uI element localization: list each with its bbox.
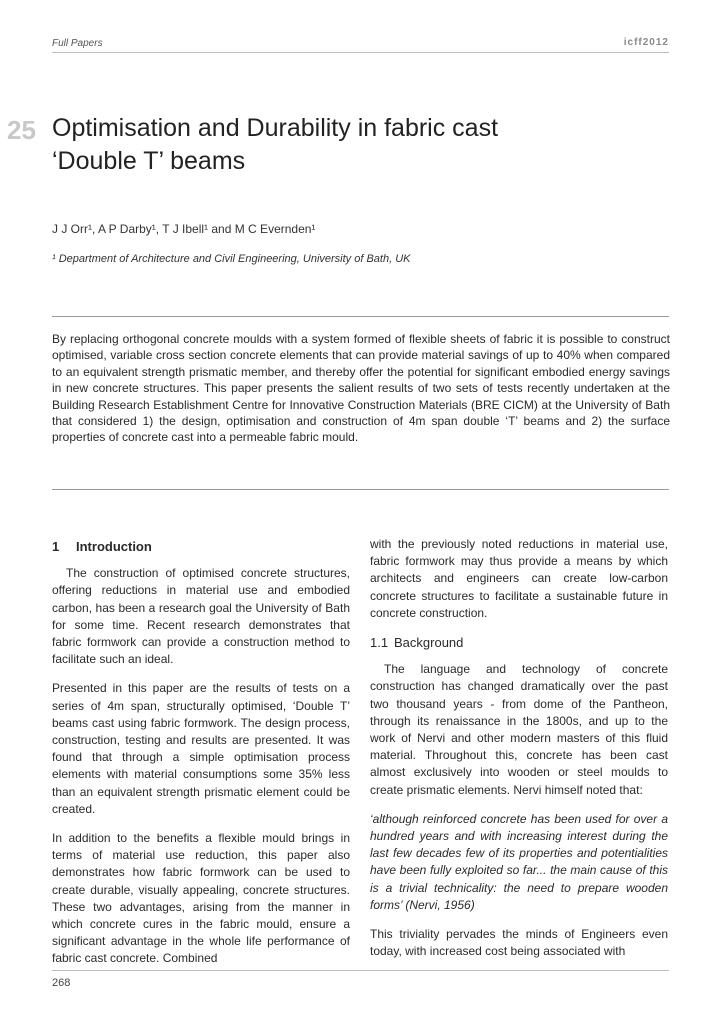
abstract: By replacing orthogonal concrete moulds with a system formed of flexible sheets of fabric it is possible to construct optimised, variable cross section concrete elements that can provide material savings of up to 40% when compared to an equivalent strength prismatic member, and thereby offer the potential for significant embodied energy savings in new concrete structures. This paper presents the salient results of two sets of tests recently undertaken at the Building Research Establishment Centre for Innovative Construction Materials (BRE CICM) at the University of Bath that considered 1) the design, optimisation and construction of 4m span double ‘T’ beams and 2) the surface properties of concrete cast into a permeable fabric mould. <box>52 332 670 445</box>
subsection-title: Background <box>394 635 464 651</box>
background-paragraph-1: The language and technology of concrete construction has changed dramatically over the past two thousand years - from dome of the Pantheon, through its renaissance in the 1800s, and up to the work of Nervi and other modern masters of this fluid material. Throughout this, concrete has been cast almost exclusively into wooden or steel moulds to create prismatic elements. Nervi himself noted that: <box>370 662 668 797</box>
abstract-top-divider <box>52 316 669 317</box>
author-affiliation: ¹ Department of Architecture and Civil Engineering, University of Bath, UK <box>52 253 411 265</box>
subsection-heading-background <box>370 634 668 651</box>
left-column <box>52 536 350 980</box>
abstract-bottom-divider <box>52 489 669 490</box>
paper-number: 25 <box>7 115 36 145</box>
nervi-quote: ‘although reinforced concrete has been used for over a hundred years and with increasing interest during the last few decades few of its properties and potentialities have been fully exploited so far... the main cause of this is a trivial technicality: the need to prepare wooden forms’ (Nervi, 1956) <box>370 811 668 912</box>
intro-paragraph-continued: with the previously noted reductions in material use, fabric formwork may thus provide a means by which architects and engineers can create low-carbon concrete structures to facilitate a sustainable future in concrete construction. <box>370 537 668 620</box>
right-column <box>370 536 668 972</box>
intro-paragraph-2: Presented in this paper are the results of tests on a series of 4m span, structurally optimised, ‘Double T’ beams cast using fabric formwork. The design process, construction, testing and results are presented. It was found that through a simple optimisation process elements with material consumptions some 35% less than an equivalent strength prismatic element could be created. <box>52 681 350 816</box>
running-header <box>52 36 669 53</box>
author-list: J J Orr¹, A P Darby¹, T J Ibell¹ and M C Evernden¹ <box>52 222 316 236</box>
section-title: Introduction <box>76 539 152 554</box>
footer-divider <box>52 970 669 971</box>
header-conference-label: icff2012 <box>623 37 669 48</box>
page-number: 268 <box>52 977 71 989</box>
section-number: 1 <box>52 539 60 554</box>
header-section-label: Full Papers <box>52 38 103 49</box>
paper-title <box>52 112 652 178</box>
subsection-number: 1.1 <box>370 635 389 651</box>
intro-paragraph-3: In addition to the benefits a flexible mould brings in terms of material use reduction, this paper also demonstrates how fabric formwork can be used to create durable, visually appealing, concrete structures. These two advantages, arising from the manner in which concrete cures in the fabric mould, ensure a significant advantage in the whole life performance of fabric cast concrete. Combined <box>52 831 350 966</box>
intro-paragraph-1: The construction of optimised concrete structures, offering reductions in material use and embodied carbon, has been a research goal the University of Bath for some time. Recent research demonstrates that fabric formwork can provide a construction method to facilitate such an ideal. <box>52 566 350 667</box>
paper-title-line-1: Optimisation and Durability in fabric cast <box>52 114 499 142</box>
paper-title-line-2: ‘Double T’ beams <box>52 147 246 175</box>
section-heading-introduction <box>52 538 350 555</box>
background-paragraph-2: This triviality pervades the minds of Engineers even today, with increased cost being associated with <box>370 927 668 959</box>
